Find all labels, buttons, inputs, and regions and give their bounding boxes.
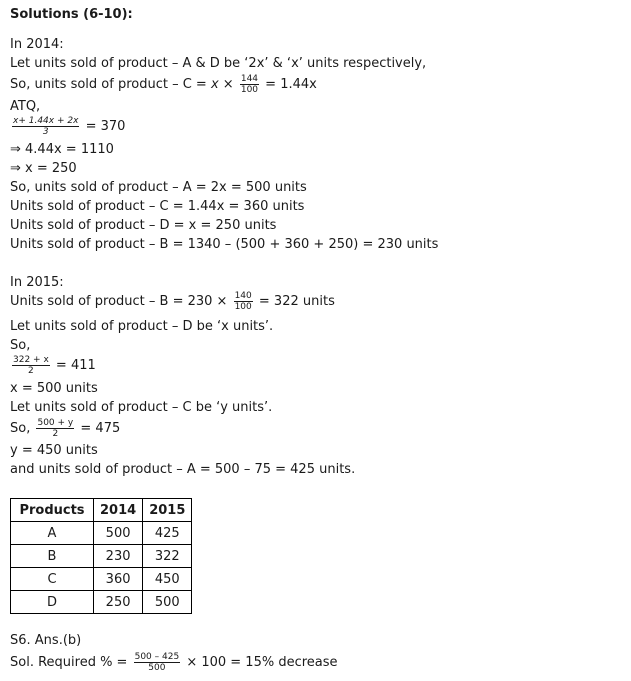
equation-line [10,355,96,376]
text-segment: = 322 units [258,294,335,309]
fraction-denominator: 3 [42,127,49,137]
table-cell: 500 [143,591,192,614]
result-line: y = 450 units [10,443,98,458]
text-segment: × 100 = 15% decrease [186,655,338,670]
column-header: 2014 [94,499,143,522]
text-segment: = 475 [80,421,121,436]
result-line: Units sold of product – C = 1.44x = 360 units [10,199,305,214]
text-segment: So, [10,421,31,436]
table-cell: 230 [94,545,143,568]
equation-line [10,418,120,439]
formula-line-c [10,74,317,95]
table-row [11,522,192,545]
fraction [12,116,79,137]
products-table [10,498,192,614]
formula-line-b [10,291,335,312]
table-cell: 500 [94,522,143,545]
times-symbol: × [222,77,234,92]
result-line: So, units sold of product – A = 2x = 500 units [10,180,307,195]
table-row [11,568,192,591]
table-cell: A [11,522,94,545]
table-cell: C [11,568,94,591]
step-line: ⇒ 4.44x = 1110 [10,142,114,157]
section-title-2014: In 2014: [10,37,64,52]
table-cell: B [11,545,94,568]
table-cell: D [11,591,94,614]
fraction-numerator: 140 [234,291,252,301]
text-segment: Sol. Required % = [10,655,128,670]
fraction-denominator: 2 [52,429,59,439]
table-cell: 425 [143,522,192,545]
equation-line [10,116,125,137]
s6-solution [10,652,338,673]
text-segment: = 370 [85,119,126,134]
fraction [234,291,253,312]
table-row [11,545,192,568]
text-segment: So, units sold of product – C = [10,77,211,92]
table-cell: 450 [143,568,192,591]
fraction-numerator: x+ 1.44x + 2x [13,116,79,126]
fraction-denominator: 500 [148,663,166,673]
variable-x: x [210,77,219,92]
solutions-heading: Solutions (6-10): [10,7,133,22]
table-cell: 322 [143,545,192,568]
fraction [240,74,259,95]
fraction-denominator: 100 [234,302,252,312]
table-cell: 250 [94,591,143,614]
fraction-numerator: 322 + x [13,355,49,365]
fraction-numerator: 500 + y [37,418,74,428]
text-line: So, [10,338,31,353]
section-title-2015: In 2015: [10,275,64,290]
text-line: Let units sold of product – D be ‘x units’. [10,319,274,334]
fraction-denominator: 100 [240,85,259,95]
fraction [134,652,181,673]
result-line: Units sold of product – B = 1340 – (500 + 360 + 250) = 230 units [10,237,439,252]
result-line: and units sold of product – A = 500 – 75 = 425 units. [10,462,356,477]
atq-label: ATQ, [10,99,41,114]
text-segment: = 1.44x [265,77,317,92]
fraction-numerator: 500 – 425 [134,652,180,662]
fraction [36,418,74,439]
column-header: 2015 [143,499,192,522]
table-row [11,591,192,614]
fraction [12,355,50,376]
text-line: Let units sold of product – C be ‘y units’. [10,400,273,415]
step-line: ⇒ x = 250 [10,161,77,176]
s6-answer: S6. Ans.(b) [10,633,82,648]
text-segment: = 411 [55,358,96,373]
fraction-denominator: 2 [28,366,34,376]
fraction-numerator: 144 [240,74,259,84]
text-line: Let units sold of product – A & D be ‘2x’ & ‘x’ units respectively, [10,56,427,71]
column-header: Products [11,499,94,522]
text-segment: Units sold of product – B = 230 × [10,294,228,309]
table-header-row [11,499,192,522]
result-line: Units sold of product – D = x = 250 units [10,218,277,233]
result-line: x = 500 units [10,381,98,396]
table-cell: 360 [94,568,143,591]
